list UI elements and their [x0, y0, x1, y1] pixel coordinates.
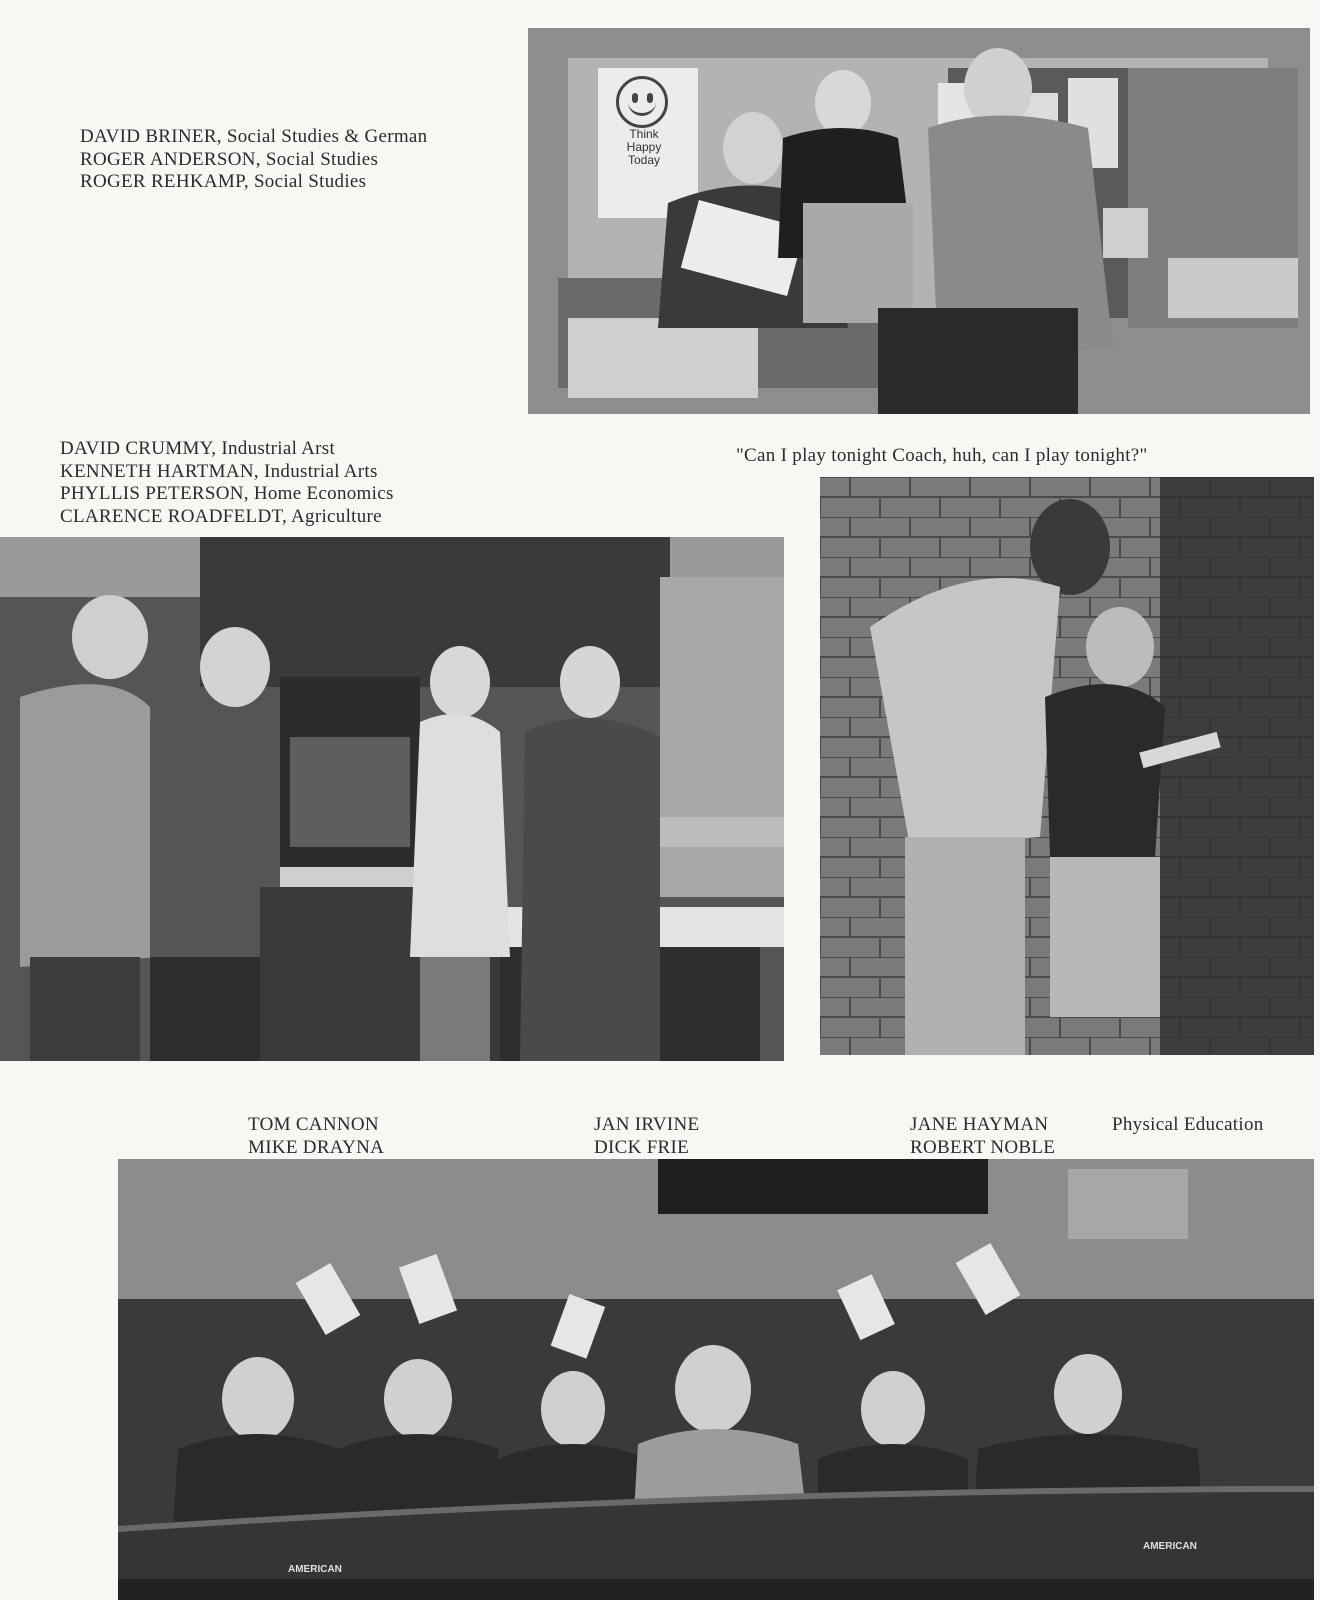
caption-line: CLARENCE ROADFELDT, Agriculture — [60, 505, 382, 527]
photo-physical-education-staff — [118, 1159, 1314, 1600]
caption-line: KENNETH HARTMAN, Industrial Arts — [60, 460, 378, 482]
mat-logo-text: AMERICAN — [1143, 1541, 1197, 1552]
caption-line: ROBERT NOBLE — [910, 1136, 1056, 1158]
caption-line: DICK FRIE — [594, 1136, 690, 1158]
caption-line: DAVID CRUMMY, Industrial Arst — [60, 438, 336, 459]
smiley-icon — [616, 76, 668, 128]
caption-line: MIKE DRAYNA — [248, 1136, 385, 1158]
mat-logo-text: AMERICAN — [288, 1564, 342, 1575]
caption-line: TOM CANNON — [248, 1114, 379, 1135]
caption-line: DAVID BRINER, Social Studies & German — [80, 126, 428, 147]
staff-caption-pe-group-3 — [910, 1114, 1055, 1159]
poster-text: Today — [627, 153, 661, 167]
photo-kitchen-teachers — [0, 537, 784, 1061]
photo-social-studies-teachers — [528, 28, 1310, 414]
poster-text: Happy — [626, 140, 662, 154]
staff-caption-pe-group-2 — [594, 1114, 699, 1159]
caption-line: JAN IRVINE — [594, 1114, 700, 1135]
caption-line: JANE HAYMAN — [910, 1114, 1049, 1135]
photo-coach-hallway — [820, 477, 1314, 1055]
caption-line: PHYLLIS PETERSON, Home Economics — [60, 483, 394, 504]
staff-caption-arts-economics — [60, 438, 394, 528]
subject-label: Physical Education — [1112, 1114, 1264, 1135]
staff-caption-social-studies — [80, 126, 427, 194]
caption-line: ROGER ANDERSON, Social Studies — [80, 148, 379, 170]
poster-text: Think — [629, 127, 659, 141]
staff-caption-pe-group-1 — [248, 1114, 384, 1159]
photo-quote-caption: "Can I play tonight Coach, huh, can I play tonight?" — [736, 445, 1148, 466]
caption-line: ROGER REHKAMP, Social Studies — [80, 171, 367, 192]
